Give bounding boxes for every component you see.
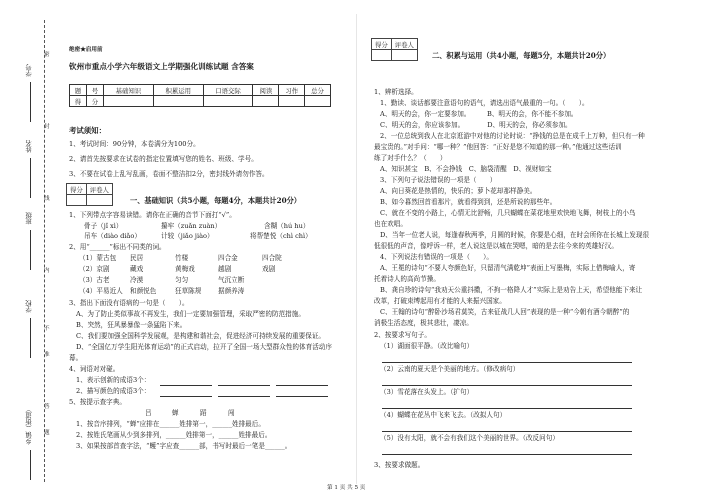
score-input-cell[interactable] <box>203 96 253 107</box>
score-table <box>69 84 331 107</box>
s2-line: A、向日葵花是热情的，快乐的；萝卜花却那样静美。 <box>380 187 537 195</box>
scorer-label: 得分 <box>372 39 392 50</box>
s2-question-1: 1、辨析选择。 <box>374 88 418 96</box>
q2-word: （4）平易近人 <box>79 287 123 295</box>
score-input-cell[interactable] <box>153 96 203 107</box>
q2-word: 戏剧 <box>262 265 276 273</box>
q5-item: 1、按音序排列，“蝉”应排在______姓排第一，______姓排最后。 <box>76 420 265 428</box>
blank-xuexiao[interactable] <box>30 318 31 358</box>
q3-option-cont: 幕。 <box>69 354 83 362</box>
q2-word: 冷漠 <box>130 276 144 284</box>
s2-line: 1、勤读、谈话都要注意语句的语气，请选出语气最重的一句。（ ）。 <box>380 99 589 107</box>
q2-word: （2）京剧 <box>79 265 110 273</box>
q4-answer-blank[interactable] <box>160 396 212 397</box>
score-table-row <box>70 96 331 107</box>
s2-line: B、龚自珍的诗句“我劝天公重抖擞，不拘一格降人才”实际上是劝告上天，希望他能下来让 <box>380 286 643 294</box>
q3-option: D、“全国亿万学生阳光体育运动”的正式启动，拉开了全国一场大型群众性的体育活动序 <box>76 343 332 351</box>
q1-option: 吊车（diào diǎo） <box>84 232 141 240</box>
scorer-label: 得分 <box>67 184 87 195</box>
score-cell: 分 <box>87 96 104 107</box>
q5-char: 蝉 <box>172 409 179 417</box>
column-divider <box>356 14 357 484</box>
s2-line: C、就在不变的小路上，心情无比舒畅，几只蝴蝶在菜花地里欢快地飞舞，树枝上的小鸟 <box>380 209 636 217</box>
score-cell: 总分 <box>305 85 331 96</box>
seal-char-bu: 不 <box>44 326 50 332</box>
q4-item: 1、表示创新的成语3个： <box>76 376 151 384</box>
s2-line: C、明天的会，你应该参加。 D、明天的会，你必须参加。 <box>380 121 572 129</box>
q1-option: 攥牢（zuǎn zuàn） <box>161 222 222 230</box>
score-input-cell[interactable] <box>104 96 154 107</box>
seal-char-mi: 密 <box>44 52 50 58</box>
s2-line: B、如今暮然回首看那片，就看得到到，还是所说的那些年。 <box>380 198 557 206</box>
s2-answer-line[interactable] <box>382 431 632 432</box>
s2-q2-item: （3）雪花落在头发上。（扩句） <box>380 388 474 396</box>
q5-char: 吕 <box>145 409 152 417</box>
q2-word: 四合金 <box>218 254 238 262</box>
score-input-cell[interactable] <box>305 96 331 107</box>
question-1: 1、下列带点字容易读错。请你在正确的音节下面打“√”。 <box>69 211 236 219</box>
q2-word: 越剧 <box>218 265 232 273</box>
score-input-cell[interactable] <box>253 96 279 107</box>
notice-item: 1、考试时间：90分钟，本卷满分为100分。 <box>69 140 200 148</box>
q2-word: 和颜悦色 <box>130 287 157 295</box>
q1-option: 将帮楚悦（chì chì） <box>250 232 312 240</box>
question-4: 4、词语对对碰。 <box>69 365 120 373</box>
question-2: 2、用“______”标出不同类的词。 <box>69 243 166 251</box>
q4-item: 2、描写颜色的成语3个： <box>76 387 151 395</box>
q3-option: A、为了防止类似事故不再发生，我们一定要加强管理，采取严密的防范措施。 <box>76 310 305 318</box>
seal-char-zhun: 准 <box>44 352 50 358</box>
q5-char: 蹈 <box>200 409 207 417</box>
s2-line: 4、下列说法有错误的一项是（ ）。 <box>380 253 493 261</box>
q4-answer-blank[interactable] <box>218 396 270 397</box>
score-cell: 得 <box>70 96 87 107</box>
question-5: 5、按提示查字典。 <box>69 398 126 406</box>
s2-question-2: 2、按要求写句子。 <box>374 331 431 339</box>
q1-option: 含糊（hú hu） <box>264 222 310 230</box>
question-3: 3、指出下面没有语病的一句是（ ）。 <box>69 299 189 307</box>
score-cell: 号 <box>87 85 104 96</box>
scorer-label: 评卷人 <box>86 184 112 195</box>
q2-word: 狂草陈规 <box>175 287 202 295</box>
s2-line: A、知识甚宝 B、不会挣钱 C、脑袋清醒 D、视财如宝 <box>380 165 552 173</box>
s2-q2-item: （4）蝴蝶在花丛中飞来飞去。（改拟人句） <box>380 411 507 419</box>
q5-char: 闯 <box>228 409 235 417</box>
page-footer: 第 1 页 共 5 页 <box>327 485 366 491</box>
q5-item: 3、如果按部首查字法，“蠖”字应查______部，书写时最后一笔是______。 <box>76 442 292 450</box>
binding-strip <box>0 0 58 500</box>
s2-line: 最宝贵的。”对手问：“哪一种？”他回答：“正好是您不知道的那一种。”他通过这些话训 <box>374 143 622 151</box>
blank-xiangzhen[interactable] <box>30 450 31 480</box>
seal-char-ti: 题 <box>44 430 50 436</box>
q2-word: 匀匀 <box>175 276 189 284</box>
seal-dashed-line <box>44 20 45 482</box>
s2-answer-line[interactable] <box>382 408 632 409</box>
seal-char-nei: 内 <box>44 268 50 274</box>
scorer-label: 评卷人 <box>391 39 417 50</box>
score-table-row <box>70 85 331 96</box>
label-xuexiao: 学校 <box>25 300 33 313</box>
label-xuehao: 学号 <box>25 64 33 77</box>
q2-word: 据颜养涛 <box>218 287 245 295</box>
s2-line: 2、一位总统到我人在北京逛游中对他的讨论时说：“挣钱的总是在成千上万种，但只有一种 <box>380 132 645 140</box>
s2-line: 练了对手什么？（ ） <box>374 154 447 162</box>
q1-option: 计较（jiǎo jiào） <box>161 232 214 240</box>
q4-answer-blank[interactable] <box>276 396 328 397</box>
seal-char-da: 答 <box>44 404 50 410</box>
s2-line: 改革，打破束缚起用有才能的人来振兴国家。 <box>374 297 506 305</box>
q2-word: （1）蒙古包 <box>79 254 117 262</box>
s2-line: 也在欢唱。 <box>374 220 407 228</box>
score-cell: 积累运用 <box>153 85 203 96</box>
q2-word: （3）古老 <box>79 276 110 284</box>
section1-title: 一、基础知识（共5小题，每题4分，本题共计20分） <box>130 196 301 205</box>
s2-line: A、王冕的诗句“不要人夸颜色好，只留清气满乾坤”表面上写墨梅，实际上借梅喻人，寄 <box>380 264 636 272</box>
s2-question-3: 3、按要求做题。 <box>374 461 425 469</box>
scorer-box <box>66 183 113 206</box>
scorer-input[interactable] <box>391 50 417 61</box>
q4-answer-blank[interactable] <box>160 385 212 386</box>
seal-char-feng: 封 <box>44 124 50 130</box>
q2-word: 藏戏 <box>130 265 144 273</box>
q3-option: B、突然，狂风暴暴像一条猛陷下来。 <box>76 321 187 329</box>
s2-answer-line[interactable] <box>382 385 632 386</box>
blank-xingming[interactable] <box>30 158 31 198</box>
label-banji: 班级 <box>25 212 33 225</box>
score-input-cell[interactable] <box>279 96 305 107</box>
s2-line: 托着诗人的高尚节操。 <box>374 275 440 283</box>
s2-answer-line[interactable] <box>382 362 632 363</box>
page-title: 钦州市重点小学六年级语文上学期强化训练试题 含答案 <box>69 62 254 71</box>
scorer-input[interactable] <box>67 195 87 206</box>
s2-q2-item: （1）湖面很平静。（改比喻句） <box>380 342 474 350</box>
scorer-box-2 <box>371 38 418 61</box>
s2-q2-item: （5）没有太阳，就不会有我们这个美丽的世界。（改反问句） <box>380 434 559 442</box>
s2-line: 低很低的声音，像呼诉一样，老人说这是以城在哭嗯，暗的是去往今来的英雄好汉。 <box>374 242 618 250</box>
score-cell: 口语交际 <box>203 85 253 96</box>
score-cell: 题 <box>70 85 87 96</box>
q4-answer-blank[interactable] <box>276 385 328 386</box>
q4-answer-blank[interactable] <box>218 385 270 386</box>
label-xingming: 姓名 <box>25 140 33 153</box>
s2-line: 3、下列句子说法错误的一项是（ ） <box>380 176 497 184</box>
notice-title: 考试须知： <box>69 126 106 135</box>
blank-banji[interactable] <box>30 230 31 270</box>
s2-line: 消极生活态度，极其悲壮，凄凉。 <box>374 319 473 327</box>
s2-line: C、王翰的诗句“醉卧沙场君莫笑，古来征战几人回”表现的是一种“今朝有酒今朝醉”的 <box>380 308 630 316</box>
scorer-input[interactable] <box>86 195 112 206</box>
seal-char-xian: 线 <box>44 196 50 202</box>
secret-mark: 绝密★启用前 <box>69 47 103 53</box>
s2-line: A、明天的会，你一定要参加。 B、明天的会，你不能不参加。 <box>380 110 578 118</box>
label-xiangzhen: 乡镇（街道） <box>25 406 33 445</box>
q2-word: 民居 <box>130 254 144 262</box>
q5-item: 2、按姓氏笔画从少到多排列，______姓排第一，______姓排最后。 <box>76 431 272 439</box>
s2-answer-line[interactable] <box>382 454 632 455</box>
score-cell: 基础知识 <box>104 85 154 96</box>
s2-q2-item: （2）云南的夏天是个美丽的地方。（修改病句） <box>380 365 520 373</box>
q2-word: 黄梅戏 <box>175 265 195 273</box>
q1-option: 骨子（jǐ xì） <box>84 222 123 230</box>
notice-item: 3、不要在试卷上乱写乱画，卷面不整洁扣2分，密封线外请勿作答。 <box>69 170 269 178</box>
scorer-input[interactable] <box>372 50 392 61</box>
section2-title: 二、积累与运用（共4小题，每题5分，本题共计20分） <box>432 51 611 60</box>
q2-word: 竹楼 <box>175 254 189 262</box>
blank-xuehao[interactable] <box>30 82 31 122</box>
q3-option: C、我们要加强全国科学发展观，是构建和谐社会，促进经济可持续发展的重要保证。 <box>76 332 326 340</box>
s2-line: D、当年一位老人说，每逢春秋两季，月圆的时候，你要是心细，在时会所你在长城上发现很 <box>380 231 650 239</box>
score-cell: 阅读 <box>253 85 279 96</box>
q2-word: 四合院 <box>262 254 282 262</box>
score-cell: 习作 <box>279 85 305 96</box>
q2-word: 气沉立断 <box>218 276 245 284</box>
notice-item: 2、请首先按要求在试卷的指定位置填写您的姓名、班级、学号。 <box>69 155 258 163</box>
